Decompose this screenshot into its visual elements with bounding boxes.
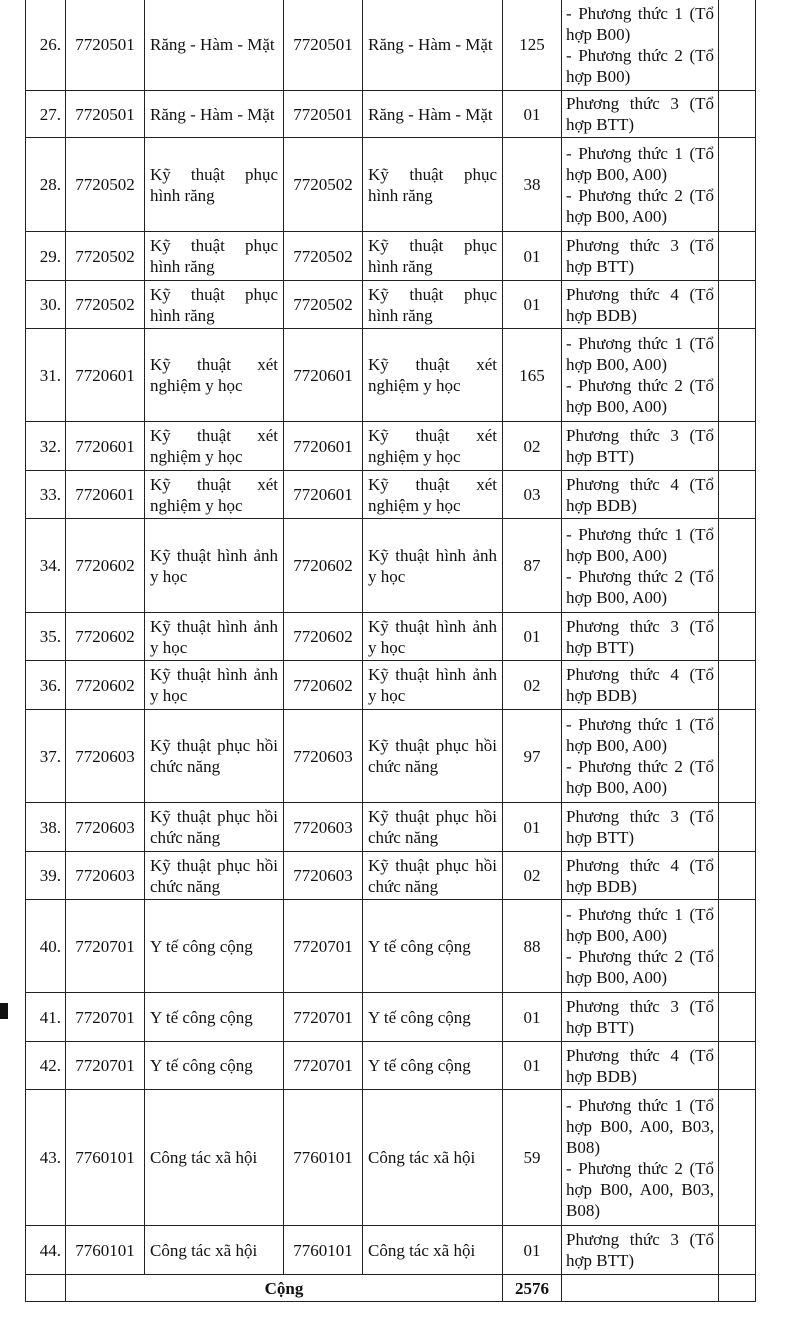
table-row xyxy=(26,91,756,138)
note-cell xyxy=(719,900,756,993)
admission-method-cell xyxy=(562,900,719,993)
note-cell xyxy=(719,710,756,803)
program-name: Y tế công cộng xyxy=(363,900,503,993)
major-name: Công tác xã hội xyxy=(145,1226,284,1275)
admission-method: - Phương thức 2 (Tổ hợp B00, A00) xyxy=(566,566,714,607)
note-cell xyxy=(719,232,756,281)
program-code: 7720501 xyxy=(284,91,363,138)
note-cell xyxy=(719,329,756,422)
table-row xyxy=(26,900,756,993)
note-cell xyxy=(719,281,756,329)
program-code: 7720601 xyxy=(284,329,363,422)
program-name: Răng - Hàm - Mặt xyxy=(363,0,503,91)
major-name: Kỹ thuật phục hình răng xyxy=(145,138,284,232)
note-cell xyxy=(719,138,756,232)
admission-method: - Phương thức 1 (Tổ hợp B00, A00) xyxy=(566,524,714,565)
table-row xyxy=(26,993,756,1042)
admission-method: - Phương thức 1 (Tổ hợp B00, A00) xyxy=(566,905,714,945)
table-row xyxy=(26,661,756,710)
major-code: 7720501 xyxy=(66,0,145,91)
note-cell xyxy=(719,91,756,138)
major-code: 7720601 xyxy=(66,329,145,422)
table-row xyxy=(26,232,756,281)
note-cell xyxy=(719,803,756,852)
table-row xyxy=(26,471,756,519)
admission-method: - Phương thức 1 (Tổ hợp B00, A00, B03, B08) xyxy=(566,1095,714,1157)
table-row xyxy=(26,0,756,91)
admission-method: Phương thức 4 (Tổ hợp BDB) xyxy=(566,665,714,705)
program-code: 7720602 xyxy=(284,661,363,710)
major-name: Y tế công cộng xyxy=(145,993,284,1042)
admission-method-cell xyxy=(562,471,719,519)
major-code: 7720701 xyxy=(66,1042,145,1090)
quota-value: 38 xyxy=(503,138,562,232)
program-name: Kỹ thuật xét nghiệm y học xyxy=(363,471,503,519)
admission-method: Phương thức 3 (Tổ hợp BTT) xyxy=(566,616,714,657)
program-name: Y tế công cộng xyxy=(363,1042,503,1090)
major-name: Kỹ thuật hình ảnh y học xyxy=(145,661,284,710)
quota-value: 125 xyxy=(503,0,562,91)
major-code: 7720602 xyxy=(66,519,145,613)
table-row xyxy=(26,281,756,329)
table-row xyxy=(26,1226,756,1275)
row-number: 42. xyxy=(26,1042,66,1090)
total-empty-cell xyxy=(562,1275,719,1302)
admission-method-cell xyxy=(562,993,719,1042)
quota-value: 88 xyxy=(503,900,562,993)
note-cell xyxy=(719,471,756,519)
note-cell xyxy=(719,519,756,613)
admission-method: Phương thức 3 (Tổ hợp BTT) xyxy=(566,426,714,466)
major-name: Răng - Hàm - Mặt xyxy=(145,91,284,138)
total-label: Cộng xyxy=(66,1275,503,1302)
quota-value: 01 xyxy=(503,803,562,852)
quota-value: 01 xyxy=(503,232,562,281)
admission-method: - Phương thức 1 (Tổ hợp B00) xyxy=(566,3,714,44)
major-name: Kỹ thuật phục hình răng xyxy=(145,232,284,281)
program-code: 7720603 xyxy=(284,803,363,852)
row-number: 34. xyxy=(26,519,66,613)
major-name: Công tác xã hội xyxy=(145,1090,284,1226)
admission-method: - Phương thức 2 (Tổ hợp B00, A00) xyxy=(566,947,714,987)
row-number: 33. xyxy=(26,471,66,519)
total-empty-cell xyxy=(26,1275,66,1302)
row-number: 41. xyxy=(26,993,66,1042)
row-number: 37. xyxy=(26,710,66,803)
row-number: 30. xyxy=(26,281,66,329)
major-code: 7720603 xyxy=(66,710,145,803)
program-code: 7720601 xyxy=(284,422,363,471)
major-code: 7720602 xyxy=(66,661,145,710)
table-row xyxy=(26,138,756,232)
program-code: 7720502 xyxy=(284,281,363,329)
program-code: 7760101 xyxy=(284,1226,363,1275)
major-name: Kỹ thuật phục hồi chức năng xyxy=(145,803,284,852)
major-code: 7720603 xyxy=(66,803,145,852)
row-number: 31. xyxy=(26,329,66,422)
admission-method: Phương thức 4 (Tổ hợp BDB) xyxy=(566,284,714,325)
note-cell xyxy=(719,0,756,91)
row-number: 28. xyxy=(26,138,66,232)
program-name: Kỹ thuật phục hình răng xyxy=(363,138,503,232)
note-cell xyxy=(719,1090,756,1226)
row-number: 26. xyxy=(26,0,66,91)
major-name: Kỹ thuật phục hồi chức năng xyxy=(145,710,284,803)
program-name: Kỹ thuật hình ảnh y học xyxy=(363,519,503,613)
table-row xyxy=(26,613,756,661)
admission-method: Phương thức 4 (Tổ hợp BDB) xyxy=(566,1045,714,1086)
program-code: 7720602 xyxy=(284,613,363,661)
major-code: 7720502 xyxy=(66,232,145,281)
admission-method: - Phương thức 1 (Tổ hợp B00, A00) xyxy=(566,715,714,755)
major-code: 7720701 xyxy=(66,993,145,1042)
program-code: 7720602 xyxy=(284,519,363,613)
program-name: Kỹ thuật hình ảnh y học xyxy=(363,613,503,661)
admission-method-cell xyxy=(562,232,719,281)
major-code: 7720701 xyxy=(66,900,145,993)
program-name: Kỹ thuật hình ảnh y học xyxy=(363,661,503,710)
table-row xyxy=(26,1090,756,1226)
admission-method-cell xyxy=(562,329,719,422)
major-code: 7760101 xyxy=(66,1226,145,1275)
quota-value: 97 xyxy=(503,710,562,803)
table-body xyxy=(26,0,756,1275)
major-name: Kỹ thuật phục hình răng xyxy=(145,281,284,329)
major-name: Kỹ thuật xét nghiệm y học xyxy=(145,471,284,519)
admission-method-cell xyxy=(562,91,719,138)
admission-method-cell xyxy=(562,138,719,232)
program-code: 7720701 xyxy=(284,900,363,993)
program-code: 7720701 xyxy=(284,993,363,1042)
quota-value: 01 xyxy=(503,1226,562,1275)
row-number: 39. xyxy=(26,852,66,900)
major-name: Kỹ thuật xét nghiệm y học xyxy=(145,422,284,471)
table-row xyxy=(26,519,756,613)
program-name: Kỹ thuật phục hồi chức năng xyxy=(363,852,503,900)
quota-value: 01 xyxy=(503,613,562,661)
admission-method-cell xyxy=(562,852,719,900)
edge-marker xyxy=(0,1003,8,1019)
admission-method: Phương thức 3 (Tổ hợp BTT) xyxy=(566,1230,714,1270)
program-code: 7720603 xyxy=(284,852,363,900)
quota-value: 03 xyxy=(503,471,562,519)
admission-method-cell xyxy=(562,281,719,329)
major-code: 7720502 xyxy=(66,281,145,329)
row-number: 36. xyxy=(26,661,66,710)
major-name: Răng - Hàm - Mặt xyxy=(145,0,284,91)
admission-method: Phương thức 3 (Tổ hợp BTT) xyxy=(566,94,714,134)
program-name: Kỹ thuật phục hồi chức năng xyxy=(363,710,503,803)
program-name: Kỹ thuật phục hình răng xyxy=(363,281,503,329)
table-row xyxy=(26,329,756,422)
admission-method-cell xyxy=(562,710,719,803)
program-code: 7760101 xyxy=(284,1090,363,1226)
admission-quota-table xyxy=(25,0,756,1302)
program-name: Kỹ thuật phục hình răng xyxy=(363,232,503,281)
program-code: 7720701 xyxy=(284,1042,363,1090)
total-empty-cell xyxy=(719,1275,756,1302)
program-code: 7720601 xyxy=(284,471,363,519)
admission-method: - Phương thức 1 (Tổ hợp B00, A00) xyxy=(566,143,714,184)
major-name: Y tế công cộng xyxy=(145,1042,284,1090)
program-name: Công tác xã hội xyxy=(363,1090,503,1226)
program-code: 7720501 xyxy=(284,0,363,91)
admission-method-cell xyxy=(562,661,719,710)
table-row xyxy=(26,852,756,900)
major-code: 7720601 xyxy=(66,422,145,471)
major-name: Kỹ thuật xét nghiệm y học xyxy=(145,329,284,422)
program-name: Y tế công cộng xyxy=(363,993,503,1042)
quota-value: 01 xyxy=(503,91,562,138)
major-name: Kỹ thuật phục hồi chức năng xyxy=(145,852,284,900)
admission-method-cell xyxy=(562,613,719,661)
note-cell xyxy=(719,422,756,471)
quota-value: 01 xyxy=(503,1042,562,1090)
row-number: 40. xyxy=(26,900,66,993)
admission-method: Phương thức 3 (Tổ hợp BTT) xyxy=(566,236,714,276)
program-name: Kỹ thuật xét nghiệm y học xyxy=(363,422,503,471)
table-row xyxy=(26,422,756,471)
quota-value: 02 xyxy=(503,661,562,710)
major-name: Kỹ thuật hình ảnh y học xyxy=(145,519,284,613)
major-code: 7720603 xyxy=(66,852,145,900)
note-cell xyxy=(719,613,756,661)
program-name: Kỹ thuật phục hồi chức năng xyxy=(363,803,503,852)
admission-method-cell xyxy=(562,1226,719,1275)
note-cell xyxy=(719,1042,756,1090)
program-name: Công tác xã hội xyxy=(363,1226,503,1275)
admission-method-cell xyxy=(562,803,719,852)
note-cell xyxy=(719,852,756,900)
major-code: 7720602 xyxy=(66,613,145,661)
admission-method: Phương thức 4 (Tổ hợp BDB) xyxy=(566,855,714,896)
row-number: 38. xyxy=(26,803,66,852)
total-value: 2576 xyxy=(503,1275,562,1302)
quota-value: 01 xyxy=(503,993,562,1042)
table-row xyxy=(26,1042,756,1090)
admission-method-cell xyxy=(562,0,719,91)
major-code: 7720502 xyxy=(66,138,145,232)
admission-method: - Phương thức 2 (Tổ hợp B00, A00) xyxy=(566,376,714,416)
major-name: Y tế công cộng xyxy=(145,900,284,993)
admission-method: - Phương thức 2 (Tổ hợp B00, A00, B03, B08) xyxy=(566,1158,714,1220)
table-row xyxy=(26,710,756,803)
admission-method: - Phương thức 1 (Tổ hợp B00, A00) xyxy=(566,334,714,374)
row-number: 27. xyxy=(26,91,66,138)
program-code: 7720502 xyxy=(284,138,363,232)
table-row xyxy=(26,803,756,852)
admission-method: - Phương thức 2 (Tổ hợp B00, A00) xyxy=(566,185,714,226)
row-number: 43. xyxy=(26,1090,66,1226)
major-code: 7720601 xyxy=(66,471,145,519)
admission-method: Phương thức 3 (Tổ hợp BTT) xyxy=(566,997,714,1037)
admission-method-cell xyxy=(562,519,719,613)
quota-value: 59 xyxy=(503,1090,562,1226)
note-cell xyxy=(719,661,756,710)
major-code: 7720501 xyxy=(66,91,145,138)
row-number: 35. xyxy=(26,613,66,661)
row-number: 32. xyxy=(26,422,66,471)
major-name: Kỹ thuật hình ảnh y học xyxy=(145,613,284,661)
note-cell xyxy=(719,993,756,1042)
admission-method-cell xyxy=(562,422,719,471)
admission-method: - Phương thức 2 (Tổ hợp B00, A00) xyxy=(566,757,714,797)
note-cell xyxy=(719,1226,756,1275)
admission-method-cell xyxy=(562,1090,719,1226)
row-number: 29. xyxy=(26,232,66,281)
quota-value: 02 xyxy=(503,422,562,471)
row-number: 44. xyxy=(26,1226,66,1275)
program-name: Răng - Hàm - Mặt xyxy=(363,91,503,138)
admission-method: Phương thức 4 (Tổ hợp BDB) xyxy=(566,474,714,515)
major-code: 7760101 xyxy=(66,1090,145,1226)
quota-value: 02 xyxy=(503,852,562,900)
admission-method: - Phương thức 2 (Tổ hợp B00) xyxy=(566,45,714,86)
program-code: 7720502 xyxy=(284,232,363,281)
admission-method-cell xyxy=(562,1042,719,1090)
quota-value: 87 xyxy=(503,519,562,613)
admission-method: Phương thức 3 (Tổ hợp BTT) xyxy=(566,807,714,847)
quota-value: 01 xyxy=(503,281,562,329)
program-code: 7720603 xyxy=(284,710,363,803)
program-name: Kỹ thuật xét nghiệm y học xyxy=(363,329,503,422)
total-row xyxy=(26,1275,756,1302)
quota-value: 165 xyxy=(503,329,562,422)
